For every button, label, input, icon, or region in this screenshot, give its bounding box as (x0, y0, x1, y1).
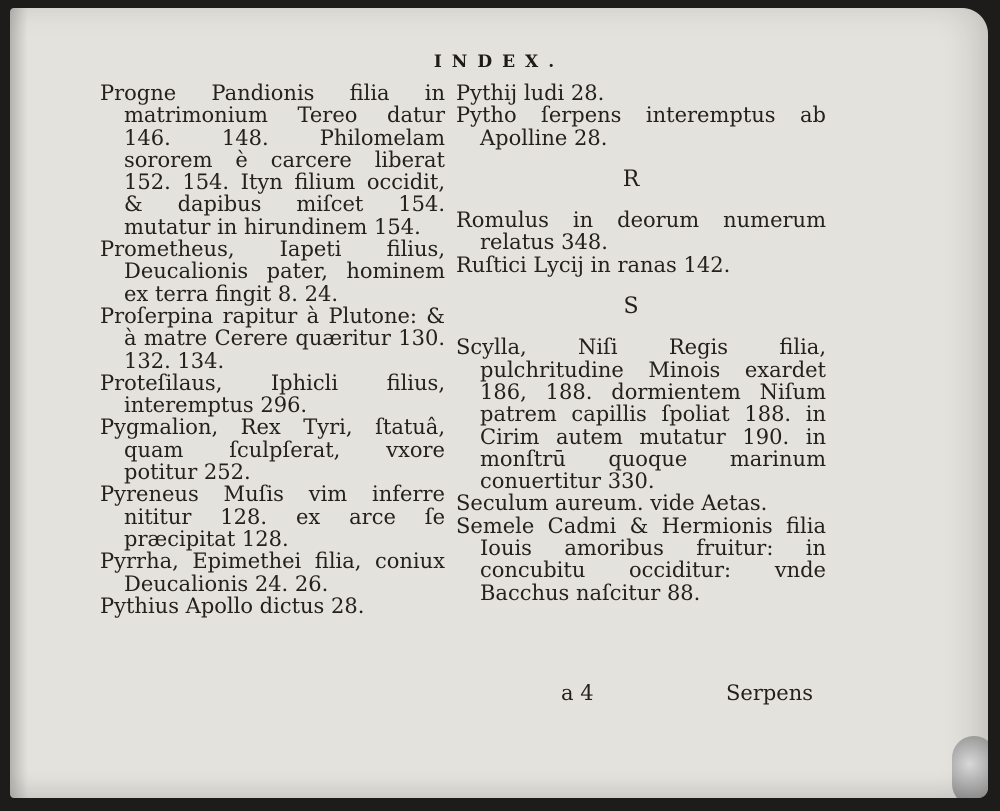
index-entry-proserpina: Proſerpina rapitur à Plutone: & à matre Cerere quæritur 130. 132. 134. (100, 303, 445, 373)
left-column (100, 82, 445, 617)
index-entry-semele: Semele Cadmi & Hermionis filia Iouis amoribus fruitur: in concubitu occiditur: vnde Bacchus naſcitur 88. (456, 513, 826, 605)
index-entry-pyrrha: Pyrrha, Epimethei filia, coniux Deucalionis 24. 26. (100, 549, 445, 596)
index-entry-romulus: Romulus in deorum numerum relatus 348. (456, 208, 826, 255)
index-entry-prometheus: Prometheus, Iapeti filius, Deucalionis pater, hominem ex terra fingit 8. 24. (100, 237, 445, 306)
catchword: Serpens (726, 681, 814, 705)
index-entry-pytho: Pytho ſerpens interemptus ab Apolline 28. (456, 103, 826, 150)
section-letter-r: R (622, 166, 640, 192)
section-letter-s: S (623, 294, 639, 320)
index-entry-pyreneus: Pyreneus Muſis vim inferre nititur 128. ex arce ſe præcipitat 128. (100, 482, 445, 551)
thumb-holding-page (952, 736, 988, 798)
running-head: INDEX. (433, 52, 565, 72)
index-entry-seculum: Seculum aureum. vide Aetas. (456, 491, 768, 516)
index-entry-scylla: Scylla, Niſi Regis filia, pulchritudine Minois exardet 186, 188. dormientem Niſum patrem capillis ſpoliat 188. in Cirim autem mutatur 190. in monſtrū quoque marinum conuertitur 330. (456, 335, 826, 494)
index-entry-pygmalion: Pygmalion, Rex Tyri, ſtatuâ, quam ſculpſerat, vxore potitur 252. (100, 415, 445, 485)
book-page (10, 8, 988, 798)
signature-mark: a 4 (561, 681, 594, 705)
index-entry-pythij: Pythij ludi 28. (456, 81, 605, 105)
page-gutter-shadow (10, 8, 28, 798)
index-entry-protesilaus: Proteſilaus, Iphicli filius, interemptus 296. (100, 370, 445, 418)
right-column (456, 82, 826, 604)
index-entry-rustici: Ruſtici Lycij in ranas 142. (456, 252, 731, 277)
index-entry-pythius: Pythius Apollo dictus 28. (100, 593, 365, 618)
index-entry-progne: Progne Pandionis filia in matrimonium Tereo datur 146. 148. Philomelam sororem è carcere liberat 152. 154. Ityn filium occidit, & dapibus miſcet 154. mutatur in hirundinem 154. (100, 81, 445, 239)
